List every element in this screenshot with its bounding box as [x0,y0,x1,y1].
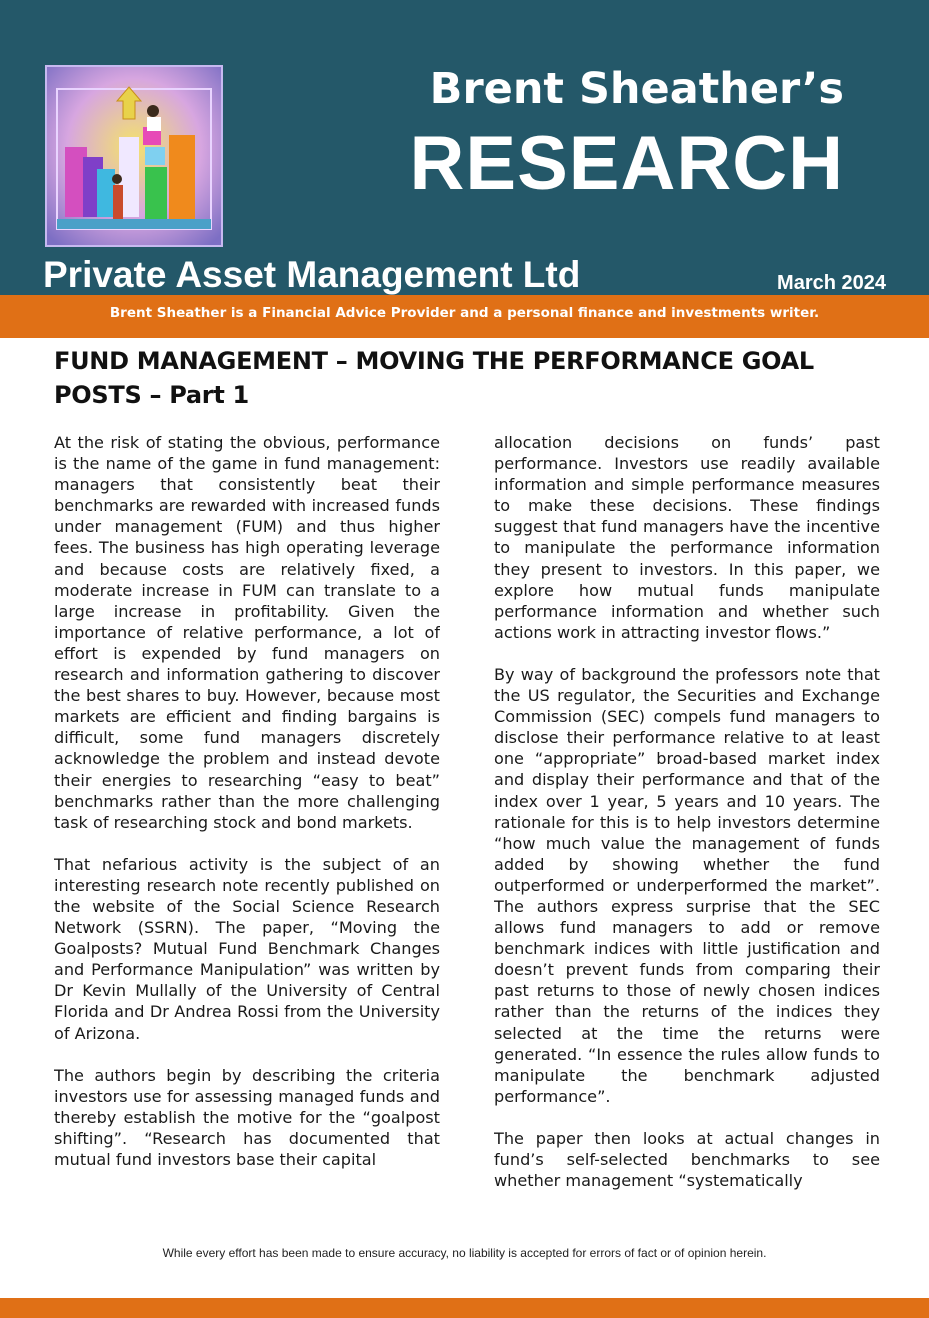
company-name: Private Asset Management Ltd [43,254,581,295]
brand-line: Brent Sheather’s [429,64,844,114]
paragraph: allocation decisions on funds’ past performance. Investors use readily available information and simple performance measures to make these decisions. These findings suggest that fund managers have the incentive to manipulate the performance information they present to investors. In this paper, we explore how mutual funds manipulate performance information and whether such actions work in attracting investor flows.” [494,433,880,642]
tagline-bar [0,295,929,338]
footer-bar [0,1298,929,1318]
right-column [494,432,880,1192]
bar-chart-climber-icon [45,65,223,247]
left-column [54,432,440,1192]
research-title: RESEARCH [409,121,844,206]
paragraph: The authors begin by describing the criteria investors use for assessing managed funds and thereby establish the motive for the “goalpost shifting”. “Research has documented that mutual fund investors base their capital [54,1065,440,1169]
issue-date: March 2024 [777,272,886,294]
disclaimer: While every effort has been made to ensure accuracy, no liability is accepted for errors of fact or of opinion herein. [162,1246,767,1260]
paragraph: That nefarious activity is the subject of an interesting research note recently published on the website of the Social Science Research Network (SSRN). The paper, “Moving the Goalposts? Mutual Fund Benchmark Changes and Performance Manipulation” was written by Dr Kevin Mullally of the University of Central Florida and Dr Andrea Rossi from the University of Arizona. [54,854,440,1043]
masthead [0,0,929,295]
tagline: Brent Sheather is a Financial Advice Provider and a personal finance and investments writer. [109,305,820,321]
article-title: FUND MANAGEMENT – MOVING THE PERFORMANCE GOAL POSTS – Part 1 [54,347,814,409]
paragraph: By way of background the professors note that the US regulator, the Securities and Exchange Commission (SEC) compels fund managers to disclose their performance relative to at least one “appropriate” broad-based market index and display their performance and that of the index over 1 year, 5 years and 10 years. The rationale for this is to help investors determine “how much value the management of funds added by showing whether the fund outperformed or underperformed the market”. The authors express surprise that the SEC allows fund managers to add or remove benchmark indices with little justification and doesn’t prevent funds from comparing their past returns to those of newly chosen indices rather than the returns of the indices they selected at the time the returns were generated. “In essence the rules allow funds to manipulate the benchmark adjusted performance”. [494,664,880,1106]
paragraph: At the risk of stating the obvious, performance is the name of the game in fund management: managers that consistently beat their benchmarks are rewarded with increased funds under management (FUM) and thus higher fees. The business has high operating leverage and because costs are relatively fixed, a moderate increase in FUM can translate to a large increase in profitability. Given the importance of relative performance, a lot of effort is expended by fund managers on research and information gathering to discover the best shares to buy. However, because most markets are efficient and finding bargains is difficult, some fund managers discretely acknowledge the problem and instead devote their energies to researching “easy to beat” benchmarks rather than the more challenging task of researching stock and bond markets. [54,433,440,832]
paragraph: The paper then looks at actual changes in fund’s self-selected benchmarks to see whether management “systematically [494,1128,880,1191]
